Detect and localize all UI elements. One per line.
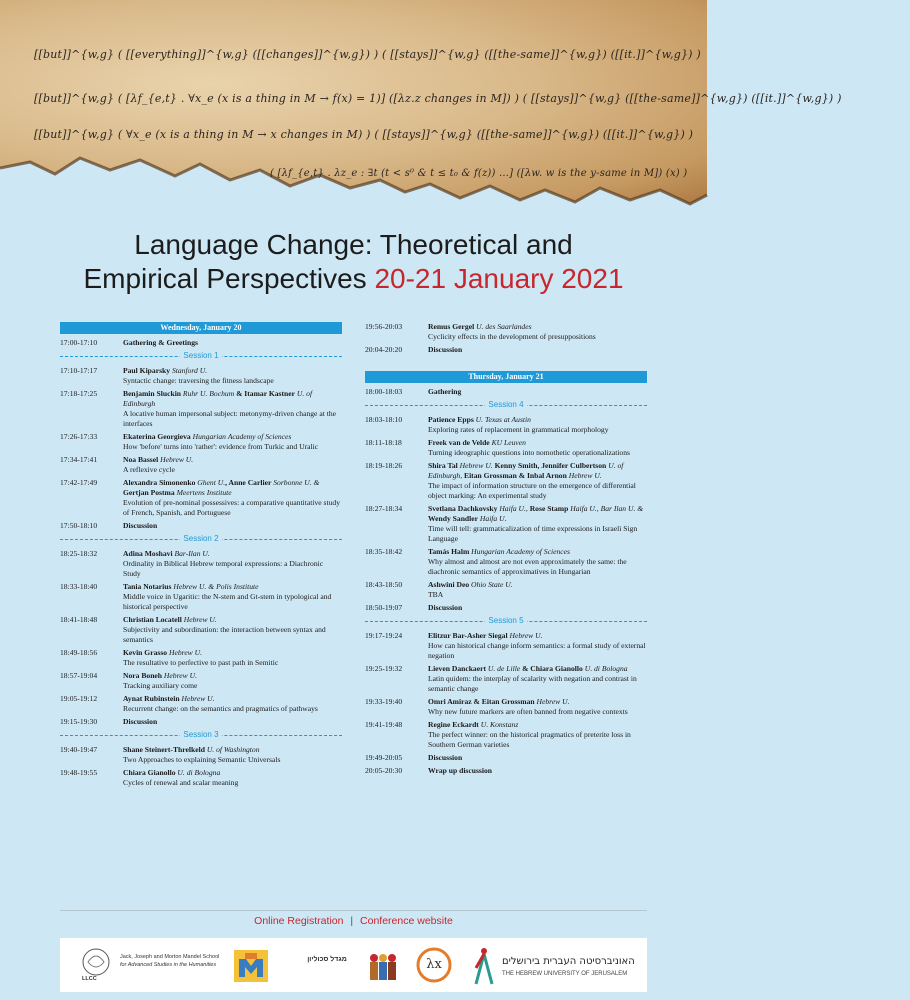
menorah-icon bbox=[472, 946, 496, 986]
talk-row: 17:26-17:33 Ekaterina Georgieva Hungarian Academy of Sciences How 'before' turns into 'rather': evidence from Turkic and Uralic bbox=[60, 432, 319, 451]
discussion-row: 17:50-18:10 Discussion bbox=[60, 521, 158, 530]
discussion-row: 19:15-19:30 Discussion bbox=[60, 717, 158, 726]
m-logo bbox=[234, 950, 268, 982]
program-row: 18:00-18:03 Gathering bbox=[365, 387, 462, 396]
talk-row: 19:17-19:24 Elitzur Bar-Asher Siegal Hebrew U. How can historical change inform semantics: a formal study of external negation bbox=[365, 631, 646, 660]
talk-row: 18:25-18:32 Adina Moshavi Bar-Ilan U. Ordinality in Biblical Hebrew temporal expressions: a Diachronic Study bbox=[60, 549, 324, 578]
talk-row: 19:41-19:48 Regine Eckardt U. Konstanz The perfect winner: on the historical pragmatics of preterite loss in Southern German varieties bbox=[365, 720, 631, 749]
discussion-row: 19:49-20:05 Discussion bbox=[365, 753, 463, 762]
session-divider: Session 3 bbox=[60, 730, 342, 740]
discussion-row: 20:05-20:30 Wrap up discussion bbox=[365, 766, 493, 775]
talk-row: 19:33-19:40 Omri Amiraz & Eitan Grossman Hebrew U. Why new future markers are often banned from negative contexts bbox=[365, 697, 628, 716]
talk-row: 18:49-18:56 Kevin Grasso Hebrew U. The resultative to perfective to past path in Semitic bbox=[60, 648, 279, 667]
program-left-column bbox=[60, 322, 342, 791]
talk-row: 17:18-17:25 Benjamin Sluckin Ruhr U. Bochum & Itamar Kastner U. of Edinburgh A locative human impersonal subject: metonymy-driven change at the interfaces bbox=[60, 389, 336, 428]
online-registration-link[interactable]: Online Registration bbox=[254, 915, 344, 927]
figures-image bbox=[365, 948, 401, 984]
talk-row: 18:35-18:42 Tamás Halm Hungarian Academy of Sciences Why almost and almost are not even approximately the same: the diachronic semantics of approximatives in Hungarian bbox=[365, 547, 627, 576]
discussion-row: 18:50-19:07 Discussion bbox=[365, 603, 463, 612]
session-divider: Session 5 bbox=[365, 616, 647, 626]
formula-line-1: [[but]]^{w,g} ( [[everything]]^{w,g} ([[changes]]^{w,g}) ) ( [[stays]]^{w,g} ([[the-same]]^{w,g}) ([[it.]]^{w,g}) ) bbox=[34, 48, 701, 61]
talk-row: 19:05-19:12 Aynat Rubinstein Hebrew U. Recurrent change: on the semantics and pragmatics of pathways bbox=[60, 694, 318, 713]
program-row: 17:00-17:10 Gathering & Greetings bbox=[60, 338, 198, 347]
conference-title-line2: Empirical Perspectives 20-21 January 2021 bbox=[83, 263, 624, 294]
day-heading: Wednesday, January 20 bbox=[60, 322, 342, 334]
formula-line-2: [[but]]^{w,g} ( [λf_{e,t} . ∀x_e (x is a thing in M → f(x) = 1)] ([λz.z changes in M]) ) ( [[stays]]^{w,g} ([[the-same]]^{w,g}) ([[it.]]^{w,g}) ) bbox=[34, 92, 842, 105]
talk-row: 17:10-17:17 Paul Kiparsky Stanford U. Syntactic change: traversing the fitness landscape bbox=[60, 366, 274, 385]
talk-row: 18:03-18:10 Patience Epps U. Texas at Austin Exploring rates of replacement in grammatical morphology bbox=[365, 415, 609, 434]
sponsor-logos-strip bbox=[60, 938, 647, 992]
talk-row: 18:43-18:50 Ashwini Deo Ohio State U. TBA bbox=[365, 580, 513, 599]
footer-links bbox=[0, 915, 707, 927]
program-right-column bbox=[365, 322, 647, 779]
talk-row: 18:33-18:40 Tania Notarius Hebrew U. & Polis Institute Middle voice in Ugaritic: the N-stem and Gt-stem in typological and historical perspective bbox=[60, 582, 332, 611]
talk-row: 18:27-18:34 Svetlana Dachkovsky Haifa U., Rose Stamp Haifa U., Bar Ilan U. & Wendy Sandler Haifa U. Time will tell: grammaticalization of time expressions in Israeli Sign Language bbox=[365, 504, 644, 543]
talk-row: 18:41-18:48 Christian Locatell Hebrew U. Subjectivity and subordination: the interaction between syntax and semantics bbox=[60, 615, 326, 644]
formula-line-3: [[but]]^{w,g} ( ∀x_e (x is a thing in M → x changes in M) ) ( [[stays]]^{w,g} ([[the-same]]^{w,g}) ([[it.]]^{w,g}) ) bbox=[34, 128, 694, 141]
day-heading: Thursday, January 21 bbox=[365, 371, 647, 383]
hebrew-university-logo: האוניברסיטה העברית בירושלים THE HEBREW UNIVERSITY OF JERUSALEM bbox=[472, 944, 642, 988]
conference-website-link[interactable]: Conference website bbox=[360, 915, 453, 927]
lambda-x-logo: λx bbox=[416, 947, 452, 983]
link-separator: | bbox=[350, 915, 354, 927]
talk-row: 17:42-17:49 Alexandra Simonenko Ghent U., Anne Carlier Sorbonne U. & Gertjan Postma Meertens Institute Evolution of pre-nominal possessives: a comparative quantitative study of French, Spanish, and Portuguese bbox=[60, 478, 341, 517]
conference-title-line1: Language Change: Theoretical and bbox=[134, 229, 573, 260]
talk-row: 18:19-18:26 Shira Tal Hebrew U. Kenny Smith, Jennifer Culbertson U. of Edinburgh, Eitan Grossman & Inbal Arnon Hebrew U. The impact of information structure on the emergence of differential object marking: An experimental study bbox=[365, 461, 636, 500]
talk-row: 19:56-20:03 Remus Gergel U. des Saarlandes Cyclicity effects in the development of presuppositions bbox=[365, 322, 596, 341]
scholion-logo: מגדל סכוליון bbox=[307, 956, 347, 963]
talk-row: 19:40-19:47 Shane Steinert-Threlkeld U. of Washington Two Approaches to explaining Semantic Universals bbox=[60, 745, 281, 764]
llcc-logo: LLCC bbox=[78, 946, 114, 982]
discussion-row: 20:04-20:20 Discussion bbox=[365, 345, 463, 354]
talk-row: 19:48-19:55 Chiara Gianollo U. di Bologna Cycles of renewal and scalar meaning bbox=[60, 768, 239, 787]
session-divider: Session 4 bbox=[365, 400, 647, 410]
talk-row: 18:57-19:04 Nora Boneh Hebrew U. Tracking auxiliary come bbox=[60, 671, 198, 690]
talk-row: 19:25-19:32 Lieven Danckaert U. de Lille & Chiara Gianollo U. di Bologna Latin quidem: the interplay of scalarity with negation and contrast in semantic change bbox=[365, 664, 637, 693]
talk-row: 17:34-17:41 Noa Bassel Hebrew U. A reflexive cycle bbox=[60, 455, 194, 474]
talk-row: 18:11-18:18 Freek van de Velde KU Leuven Turning ideographic questions into nomothetic operationalizations bbox=[365, 438, 630, 457]
formula-line-4: ( [λf_{e,t} . λz_e : ∃t (t < s⁰ & t ≤ t₀ & f(z)) ...] ([λw. w is the y-same in M]) (x) ) bbox=[270, 168, 688, 179]
conference-dates: 20-21 January 2021 bbox=[374, 263, 624, 294]
session-divider: Session 2 bbox=[60, 534, 342, 544]
session-divider: Session 1 bbox=[60, 351, 342, 361]
footer-divider bbox=[60, 910, 647, 911]
mandel-school-logo: Jack, Joseph and Morton Mandel School for Advanced Studies in the Humanities bbox=[120, 954, 220, 968]
